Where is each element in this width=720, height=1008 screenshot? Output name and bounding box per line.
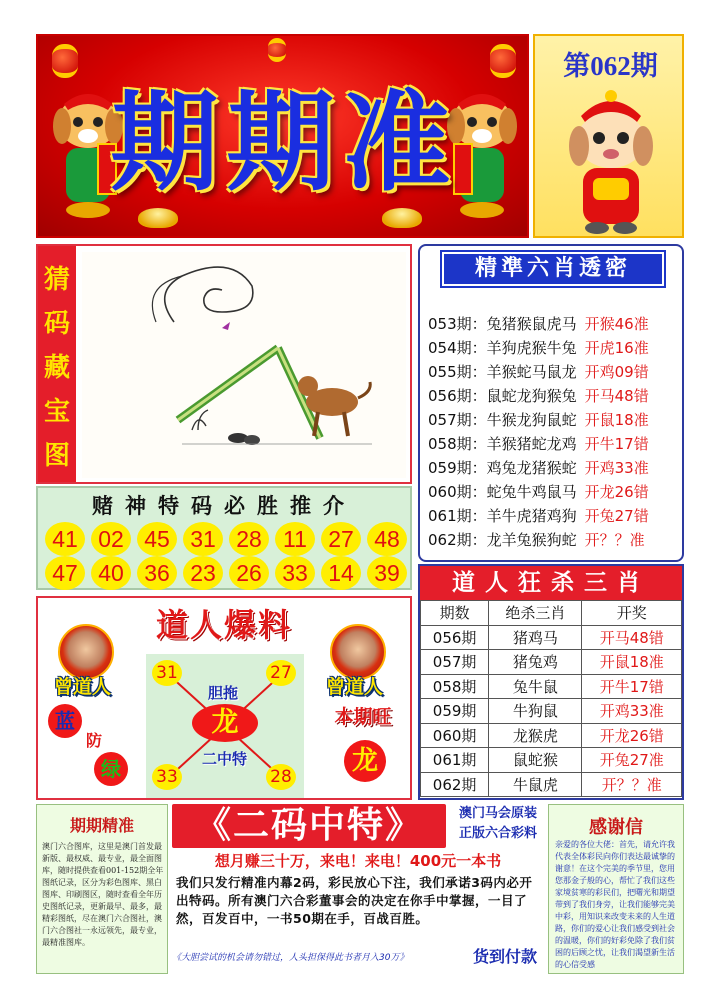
puzzle-drawing — [82, 252, 406, 478]
daoren-broke-title: 道人爆料 — [155, 606, 292, 644]
result-text: 开马48错 — [584, 387, 649, 405]
intro-text: 澳门六合图库，这里是澳门首发最新版、最权威、最专业，最全面图库，随时提供查看001-152期全年图纸记录，区分为彩色图库、黑白图库、印刷图区，随时查看全年历史图纸记录，更新最早、最多，最精彩图纸，尽在澳门六合图社，澳门六合图社一永远领先，最专业，最精准图库。 — [42, 842, 164, 947]
period-cell: 059期 — [421, 699, 489, 724]
three-kill-box — [418, 564, 684, 800]
table-row — [421, 625, 682, 650]
period-cell: 062期 — [421, 772, 489, 797]
period-text: 058期：羊猴猪蛇龙鸡 — [428, 435, 577, 453]
number-ball: 11 — [275, 522, 315, 556]
table-header-row — [421, 601, 682, 626]
result-text: 开鸡33准 — [584, 459, 649, 477]
prediction-grid — [146, 654, 304, 798]
period-text: 060期：蛇兔牛鸡鼠马 — [428, 483, 577, 501]
three-kill-title: 道人狂杀三肖 — [420, 566, 682, 600]
green-badge: 绿 — [94, 752, 128, 786]
number-ball: 31 — [152, 660, 182, 686]
number-ball: 39 — [367, 556, 407, 590]
two-special-label: 二中特 — [202, 750, 248, 768]
period-text: 053期：兔猪猴鼠虎马 — [428, 315, 577, 333]
issue-number: 第062期 — [563, 51, 658, 81]
ad-box — [172, 804, 544, 974]
number-ball: 26 — [229, 556, 269, 590]
thanks-text: 亲爱的各位大佬：首先，请允许我代表全体彩民向你们表达最诚挚的谢意！在这个完美的季节里，您用您那金子般的心，帮忙了我们这些家境贫寒的彩民们，把曙光和期望带到了我们身旁，让我们能够完美中彩，用知识来改变未来的人生道路，你们的爱心让我们感受到社会的温暖，你们的好彩免除了我们贫困的后顾之忧，让我们渴望新生活的心信受感 — [555, 840, 675, 969]
list-item — [428, 408, 684, 432]
gold-ingot-icon — [138, 208, 178, 228]
title-char: 藏 — [43, 353, 70, 383]
period-cell: 060期 — [421, 723, 489, 748]
intro-box — [36, 804, 168, 974]
period-text: 059期：鸡兔龙猪猴蛇 — [428, 459, 577, 477]
thanks-title: 感谢信 — [589, 817, 643, 838]
number-ball: 31 — [183, 522, 223, 556]
table-row — [421, 674, 682, 699]
title-char: 猜 — [43, 265, 70, 295]
result-text: 开鼠18准 — [584, 411, 649, 429]
number-ball: 28 — [266, 764, 296, 790]
column-header: 开奖 — [582, 601, 682, 626]
table-row — [421, 723, 682, 748]
period-text: 055期：羊猴蛇马鼠龙 — [428, 363, 577, 381]
result-cell: 开马48错 — [582, 625, 682, 650]
number-ball: 28 — [229, 522, 269, 556]
header — [36, 34, 684, 238]
number-ball: 33 — [275, 556, 315, 590]
center-pick: 龙 — [192, 704, 258, 742]
six-zodiac-title: 精準六肖透密 — [442, 252, 664, 286]
period-cell: 056期 — [421, 625, 489, 650]
result-text: 开虎16准 — [584, 339, 649, 357]
number-ball: 40 — [91, 556, 131, 590]
list-item — [428, 528, 684, 552]
period-text: 056期：鼠蛇龙狗猴兔 — [428, 387, 577, 405]
ad-footnote: 《大胆尝试的机会请勿错过，人头担保得此书者月入30万》 — [172, 953, 409, 963]
ad-body: 我们只发行精准内幕2码，彩民放心下注，我们承诺3码内必开出特码。所有澳门六合彩董事会的决定在你手中掌握，一目了然，百发百中，一书50期在手，百战百胜。 — [176, 875, 533, 926]
blue-badge: 蓝 — [48, 704, 82, 738]
number-ball: 41 — [45, 522, 85, 556]
result-text: 开兔27错 — [584, 507, 649, 525]
this-issue-pick: 龙 — [344, 740, 386, 782]
number-ball: 33 — [152, 764, 182, 790]
page-title: 期期准 — [110, 81, 459, 206]
gold-ingot-icon — [382, 208, 422, 228]
treasure-map-title — [38, 246, 76, 482]
guard-text: 防 — [86, 731, 103, 750]
kill-cell: 鼠蛇猴 — [489, 748, 582, 773]
issue-panel — [533, 34, 684, 238]
list-item — [428, 312, 684, 336]
bottom-section — [36, 804, 684, 974]
thanks-box — [548, 804, 684, 974]
six-zodiac-box — [418, 244, 684, 562]
result-cell: 开？？准 — [582, 772, 682, 797]
cash-on-delivery-label: 货到付款 — [472, 947, 537, 966]
result-text: 开猴46准 — [584, 315, 649, 333]
ad-subtitle: 正版六合彩料 — [458, 826, 537, 841]
ad-subtitle: 澳门马会原装 — [458, 806, 537, 821]
result-cell: 开牛17错 — [582, 674, 682, 699]
period-cell: 058期 — [421, 674, 489, 699]
table-row — [421, 699, 682, 724]
table-row — [421, 650, 682, 675]
list-item — [428, 336, 684, 360]
kill-cell: 兔牛鼠 — [489, 674, 582, 699]
list-item — [428, 456, 684, 480]
title-char: 图 — [43, 441, 70, 471]
period-text: 061期：羊牛虎猪鸡狗 — [428, 507, 577, 525]
result-cell: 开兔27准 — [582, 748, 682, 773]
dantuo-label: 胆拖 — [208, 684, 239, 702]
kill-cell: 猪兔鸡 — [489, 650, 582, 675]
kill-cell: 牛鼠虎 — [489, 772, 582, 797]
author-name: 曾道人 — [54, 676, 112, 698]
result-text: 开龙26错 — [584, 483, 649, 501]
daoren-broke-box — [36, 596, 412, 800]
list-item — [428, 384, 684, 408]
kill-cell: 牛狗鼠 — [489, 699, 582, 724]
result-cell: 开鼠18准 — [582, 650, 682, 675]
title-char: 码 — [43, 309, 70, 339]
column-header: 绝杀三肖 — [489, 601, 582, 626]
result-cell: 开龙26错 — [582, 723, 682, 748]
table-row — [421, 748, 682, 773]
god-pick-title: 赌神特码必胜推介 — [92, 493, 356, 518]
period-text: 062期：龙羊兔猴狗蛇 — [428, 531, 577, 549]
list-item — [428, 480, 684, 504]
title-banner — [36, 34, 529, 238]
ad-slogan: 想月赚三十万，来电！来电！400元一本书 — [214, 852, 502, 870]
this-issue-label: 本期旺 — [334, 706, 392, 728]
number-ball: 27 — [321, 522, 361, 556]
number-ball: 27 — [266, 660, 296, 686]
period-text: 057期：牛猴龙狗鼠蛇 — [428, 411, 577, 429]
period-cell: 057期 — [421, 650, 489, 675]
number-ball: 14 — [321, 556, 361, 590]
intro-title: 期期精准 — [69, 816, 134, 835]
result-text: 开鸡09错 — [584, 363, 649, 381]
list-item — [428, 432, 684, 456]
list-item — [428, 360, 684, 384]
kill-cell: 猪鸡马 — [489, 625, 582, 650]
kill-cell: 龙猴虎 — [489, 723, 582, 748]
result-text: 开牛17错 — [584, 435, 649, 453]
number-ball: 23 — [183, 556, 223, 590]
dog-mascot-icon — [563, 82, 659, 236]
list-item — [428, 504, 684, 528]
number-ball: 48 — [367, 522, 407, 556]
result-text: 开？？准 — [584, 531, 645, 549]
god-pick-box — [36, 486, 412, 590]
number-ball: 36 — [137, 556, 177, 590]
ad-title: 《二码中特》 — [172, 804, 446, 848]
column-header: 期数 — [421, 601, 489, 626]
author-name: 曾道人 — [326, 676, 384, 698]
table-row — [421, 772, 682, 797]
number-ball: 02 — [91, 522, 131, 556]
result-cell: 开鸡33准 — [582, 699, 682, 724]
three-kill-table — [420, 600, 682, 797]
title-char: 宝 — [43, 397, 70, 427]
number-ball: 47 — [45, 556, 85, 590]
number-ball: 45 — [137, 522, 177, 556]
period-text: 054期：羊狗虎猴牛兔 — [428, 339, 577, 357]
treasure-map-box — [36, 244, 412, 484]
period-cell: 061期 — [421, 748, 489, 773]
